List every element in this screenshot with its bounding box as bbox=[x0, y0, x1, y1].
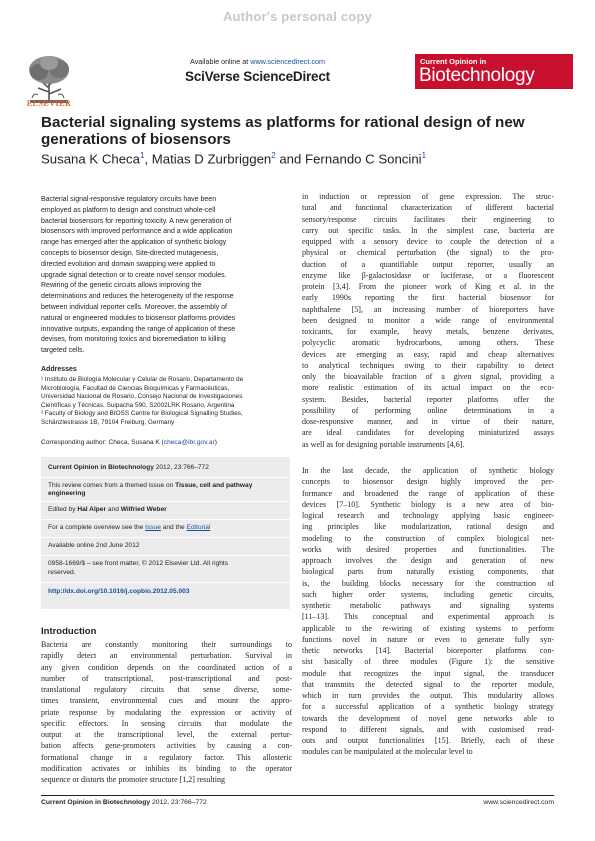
text-line: dose-responsive manner, and in virtue of their nature, bbox=[302, 417, 554, 426]
info-overview-prefix: For a complete overview see the bbox=[48, 524, 146, 531]
text-line: duction of a quantifiable output reporter, usually an bbox=[302, 259, 554, 269]
addresses bbox=[41, 376, 291, 428]
text-line: Bacteria are constantly monitoring their surroundings to bbox=[41, 640, 292, 649]
author-separator: and bbox=[275, 151, 306, 167]
footer-url[interactable]: www.sciencedirect.com bbox=[483, 799, 554, 806]
text-line: ² Faculty of Biology and BIOSS Centre for Biological Signalling Studies, bbox=[41, 410, 243, 418]
text-line: devises, from monitoring toxics and bioremediation to killing bbox=[41, 336, 226, 344]
article-title: Bacterial signaling systems as platforms for rational design of new generations of biosensors bbox=[41, 114, 525, 148]
text-line: In the last decade, the application of synthetic biology bbox=[302, 466, 554, 475]
text-line: biological parts from naturally existing components, that bbox=[302, 567, 554, 577]
info-available: Available online 2nd June 2012 bbox=[48, 542, 140, 549]
text-line: toxicants, for example, heavy metals, benzene derivates, bbox=[302, 327, 554, 336]
journal-banner-line2: Biotechnology bbox=[419, 65, 535, 86]
info-issue bbox=[48, 482, 286, 499]
text-line: Universidad Nacional de Rosario, Consejo Nacional de Investigaciones bbox=[41, 393, 243, 401]
text-line: only the bioavailable fraction of a given signal, providing a bbox=[302, 372, 554, 381]
info-issue-topic: Tissue, cell and pathway engineering bbox=[48, 482, 253, 498]
text-line: times transient, environmental cues and mount the appro- bbox=[41, 696, 292, 706]
text-line: applicable to the re-wiring of existing systems to perform bbox=[302, 623, 554, 633]
info-overview bbox=[48, 524, 286, 532]
editorial-link[interactable]: Editorial bbox=[186, 524, 211, 531]
text-line: thetic networks [14]. Bacterial bioreporter platforms con- bbox=[302, 646, 554, 655]
text-line: Schänzlestrasse 1B, 79104 Freiburg, Germany bbox=[41, 418, 175, 426]
text-line: employed as platform to design and construct whole-cell bbox=[41, 206, 216, 214]
text-line: carry out specific tasks. In the simplest case, bacteria are bbox=[302, 225, 554, 235]
footer-citation-text: 2012, 23:766–772 bbox=[150, 799, 207, 806]
text-line: equipped with a sensory device to couple the detection of a bbox=[302, 237, 554, 246]
text-line: polycyclic aromatic hydrocarbons, among others. These bbox=[302, 338, 554, 348]
text-line: Científicas y Técnicas. Suipacha 590, S2002LRK Rosario, Argentina bbox=[41, 401, 235, 409]
info-issue-prefix: This review comes from a themed issue on bbox=[48, 482, 176, 489]
corresponding-email[interactable]: checa@ibr.gov.ar bbox=[163, 439, 215, 446]
text-line: [11–13]. This conceptual and experimental approach is bbox=[302, 612, 554, 622]
text-line: as well as for designing portable instruments [4,6]. bbox=[302, 439, 465, 449]
text-line: any given condition depends on the coordinated action of a bbox=[41, 662, 292, 672]
author-name: Susana K Checa bbox=[41, 151, 140, 167]
info-copyright-2: reserved. bbox=[48, 569, 76, 576]
info-citation bbox=[48, 464, 286, 472]
text-line: ¹ Instituto de Biología Molecular y Celular de Rosario, Departamento de bbox=[41, 376, 244, 383]
available-prefix: Available online at bbox=[190, 57, 251, 66]
footer-journal: Current Opinion in Biotechnology bbox=[41, 799, 151, 806]
info-editors bbox=[48, 506, 286, 514]
platform-name: SciVerse ScienceDirect bbox=[185, 69, 330, 84]
text-line: modules can be manipulated at the molecular level to bbox=[302, 747, 473, 757]
text-line: innovative outputs, expanding the range of application of these bbox=[41, 325, 236, 333]
text-line: modeling to the construction of complex biological net- bbox=[302, 533, 554, 543]
text-line: that transmits the detected signal to the reporter module, bbox=[302, 679, 554, 689]
text-line: priate response by modulating the expression or activity of bbox=[41, 707, 292, 717]
elsevier-wordmark: ELSEVIER bbox=[26, 99, 72, 108]
text-line: protein [3,4]. From the pioneer work of King et al. in the bbox=[302, 282, 554, 291]
info-overview-and: and the bbox=[160, 524, 187, 531]
text-line: output at the transcriptional level, the external pertur- bbox=[41, 730, 292, 739]
info-copyright-1: 0958-1669/$ – see front matter, © 2012 Elsevier Ltd. All rights bbox=[48, 560, 229, 567]
info-citation-text: 2012, 23:766–772 bbox=[153, 464, 209, 471]
text-line: targeted cells. bbox=[41, 347, 85, 355]
text-line: early 1990s reporting the first bacterial biosensor for bbox=[302, 293, 554, 303]
addresses-heading: Addresses bbox=[41, 366, 77, 373]
text-line: for a successful application of a synthetic biology strategy bbox=[302, 702, 554, 712]
text-line: which in turn provides the output. This modularity allows bbox=[302, 691, 554, 700]
text-line: Microbiología, Facultad de Ciencias Bioquímicas y Farmacéuticas, bbox=[41, 384, 230, 392]
info-editor1: Hal Alper bbox=[77, 506, 107, 513]
text-line: rapidly detect an environmental perturbation. Survival in bbox=[41, 651, 292, 661]
info-edited-prefix: Edited by bbox=[48, 506, 78, 513]
text-line: logical research and technology applying basic engineer- bbox=[302, 511, 554, 520]
footer-citation bbox=[41, 799, 207, 806]
introduction-heading: Introduction bbox=[41, 626, 97, 637]
text-line: concepts to biosensor design. Site-directed mutagenesis, bbox=[41, 249, 219, 257]
text-line: in induction or repression of gene expression. The struc- bbox=[302, 192, 554, 201]
text-line: devices [7–10]. Synthetic biology is a new area of bio- bbox=[302, 499, 554, 509]
text-line: tural and functional characterization of different bacterial bbox=[302, 203, 554, 213]
article-info-box bbox=[41, 457, 290, 609]
author-separator: , bbox=[144, 151, 152, 167]
text-line: approach involves the design and generation of new bbox=[302, 556, 554, 565]
text-line: directed evolution and domain swapping were applied to bbox=[41, 260, 216, 268]
author-name: Matias D Zurbriggen bbox=[151, 151, 272, 167]
text-line: concepts to biosensor design highly improved the per- bbox=[302, 477, 554, 487]
corresponding-prefix: Corresponding author: Checa, Susana K ( bbox=[41, 439, 164, 446]
text-line: module that recognizes the input signal, the transducer bbox=[302, 668, 554, 678]
author-list bbox=[41, 148, 571, 167]
text-line: sist basically of three modules (Figure 1): the sensitive bbox=[302, 657, 554, 667]
text-line: devices are emerging as easy, rapid and cheap alternatives bbox=[302, 349, 554, 359]
corresponding-author bbox=[41, 439, 291, 446]
journal-banner-line1: Current Opinion in bbox=[420, 57, 487, 66]
text-line: system. Besides, bacterial reporter platforms offer the bbox=[302, 394, 554, 404]
text-line: such higher order systems, including genetic circuits, bbox=[302, 589, 554, 599]
doi-link[interactable]: http://dx.doi.org/10.1016/j.copbio.2012.05.003 bbox=[48, 588, 190, 595]
text-line: determinations and reduces the heterogeneity of the response bbox=[41, 293, 234, 301]
text-line: are ideal candidates for developing miniaturized assays bbox=[302, 428, 554, 438]
author-name: Fernando C Soncini bbox=[305, 151, 422, 167]
text-line: ing principles like modularization, rational design and bbox=[302, 522, 554, 532]
text-line: is, the building blocks necessary for the construction of bbox=[302, 578, 554, 588]
text-line: natural or engineered modules to biosensor platforms provides bbox=[41, 314, 236, 322]
text-line: outs and output functionalities [15]. Briefly, each of these bbox=[302, 736, 554, 745]
text-line: Rewiring of the genetic circuits allows improving the bbox=[41, 282, 202, 290]
text-line: Bacterial signal-responsive regulatory circuits have been bbox=[41, 196, 217, 203]
text-line: formational change in a regulatory factor. This allosteric bbox=[41, 752, 292, 762]
info-editor2: Wilfried Weber bbox=[120, 506, 167, 513]
text-line: enzyme like β-galactosidase or luciferase, or a fluorescent bbox=[302, 270, 554, 280]
text-line: been designed to monitor a wide range of environmental bbox=[302, 315, 554, 325]
info-journal: Current Opinion in Biotechnology bbox=[48, 464, 154, 471]
author-affiliation: 2 bbox=[271, 151, 276, 160]
right-column-paragraph-1 bbox=[302, 191, 554, 450]
text-line: more realistic estimation of its actual impact on the eco- bbox=[302, 383, 554, 393]
author-affiliation: 1 bbox=[139, 151, 145, 160]
text-line: functions novel in nature or even to generate fully syn- bbox=[302, 634, 554, 644]
text-line: towards the development of novel gene networks able to bbox=[302, 713, 554, 723]
footer-rule bbox=[41, 795, 554, 796]
text-line: synthetic metabolic pathways and signaling systems bbox=[302, 601, 554, 610]
info-edited-and: and bbox=[106, 506, 121, 513]
right-column-paragraph-2 bbox=[302, 465, 554, 758]
text-line: between individual reporter cells. Moreover, the assembly of bbox=[41, 303, 227, 311]
text-line: biosensors with improved performance and a wide application bbox=[41, 228, 233, 236]
watermark: Author's personal copy bbox=[222, 9, 373, 24]
text-line: physical or chemical perturbation (the signal) to the pro- bbox=[302, 248, 554, 258]
abstract bbox=[41, 195, 288, 357]
text-line: naphthalene [5], an increasing number of bioreporters have bbox=[302, 304, 554, 314]
text-line: translational regulatory circuits that sense diverse, some- bbox=[41, 685, 292, 694]
text-line: possibility of performing online determinations in a bbox=[302, 405, 554, 415]
text-line: works with desired properties and functionalities. The bbox=[302, 544, 554, 554]
text-line: sensory/response circuits facilitates their engineering to bbox=[302, 214, 554, 224]
corresponding-suffix: ) bbox=[214, 439, 217, 446]
text-line: respond to different signals, and with customised read- bbox=[302, 724, 554, 734]
text-line: bacterial biosensors for reporting toxicity. A new generation of bbox=[41, 217, 232, 225]
available-online bbox=[160, 57, 355, 66]
text-line: number of transcriptional, post-transcriptional and post- bbox=[41, 673, 292, 683]
text-line: to analytical techniques owing to their capability to detect bbox=[302, 360, 554, 370]
sciencedirect-link[interactable]: www.sciencedirect.com bbox=[250, 57, 325, 66]
journal-banner bbox=[415, 54, 573, 89]
text-line: formance and broadened the range of application of these bbox=[302, 488, 554, 498]
text-line: range has emerged after the application of synthetic biology bbox=[41, 239, 227, 247]
text-line: modification activates or inhibits its binding to the operator bbox=[41, 763, 292, 773]
text-line: upgrade signal detection or to create novel sensor modules. bbox=[41, 271, 227, 279]
introduction-body bbox=[41, 639, 292, 785]
text-line: bation affects gene-promoters activities by causing a con- bbox=[41, 741, 292, 751]
text-line: sequence or distorts the promoter structure [1,2] resulting bbox=[41, 775, 225, 784]
issue-link[interactable]: Issue bbox=[145, 524, 161, 531]
text-line: specific effectors. In sensing circuits that modulate the bbox=[41, 718, 292, 728]
author-affiliation: 1 bbox=[421, 151, 427, 160]
